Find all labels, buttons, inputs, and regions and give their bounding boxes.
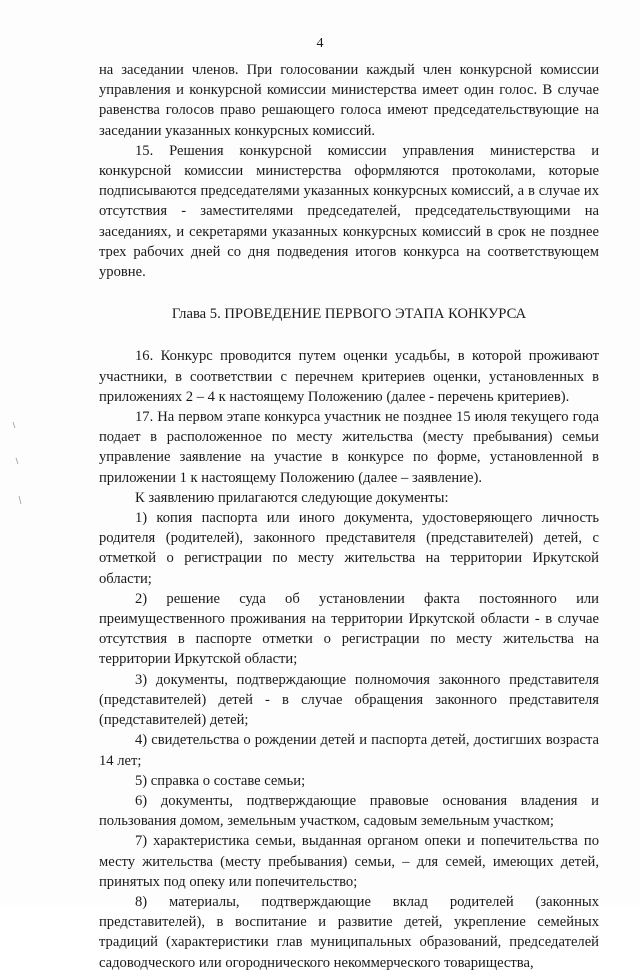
list-item-5: 5) справка о составе семьи; bbox=[135, 772, 306, 789]
list-item-2: 2) решение суда об установлении факта постоянного или преимущественного проживания на территории Иркутской области - в случае отсутствия в паспорте отметки о регистрации по месту жительства на территории Иркутской области; bbox=[99, 590, 599, 668]
document-body bbox=[99, 60, 599, 973]
list-item-1: 1) копия паспорта или иного документа, удостоверяющего личность родителя (родителей), законного представителя (представителей) детей, с отметкой о регистрации по месту жительства на территории Иркутской области; bbox=[99, 510, 599, 587]
list-item-8: 8) материалы, подтверждающие вклад родителей (законных представителей), в воспитание и развитие детей, укрепление семейных традиций (характеристики глав муниципальных образований, председателей садоводческого или огороднического некоммерческого товарищества, bbox=[99, 893, 599, 971]
paragraph-continuation: на заседании членов. При голосовании каждый член конкурсной комиссии управления и конкурсной комиссии министерства имеет один голос. В случае равенства голосов право решающего голоса имеют председательствующие на заседании указанных конкурсных комиссий. bbox=[99, 62, 599, 139]
paragraph-17: 17. На первом этапе конкурса участник не позднее 15 июля текущего года подает в расположенное по месту жительства (месту пребывания) семьи управление заявление на участие в конкурсе по форме, установленной в приложении 1 к настоящему Положению (далее – заявление). bbox=[99, 409, 599, 486]
list-item-6: 6) документы, подтверждающие правовые основания владения и пользования домом, земельным участком, садовым земельным участком; bbox=[99, 792, 599, 830]
paragraph-16: 16. Конкурс проводится путем оценки усадьбы, в которой проживают участники, в соответствии с перечнем критериев оценки, установленных в приложениях 2 – 4 к настоящему Положению (далее - перечень критериев). bbox=[99, 348, 599, 405]
page-number: 4 bbox=[316, 36, 324, 51]
list-item-4: 4) свидетельства о рождении детей и паспорта детей, достигших возраста 14 лет; bbox=[99, 732, 599, 769]
binding-marks bbox=[10, 420, 24, 510]
list-item-3: 3) документы, подтверждающие полномочия законного представителя (представителей) детей - в случае обращения законного представителя (представителей) детей; bbox=[99, 671, 599, 729]
chapter-heading: Глава 5. ПРОВЕДЕНИЕ ПЕРВОГО ЭТАПА КОНКУРСА bbox=[171, 306, 527, 323]
documents-intro: К заявлению прилагаются следующие документы: bbox=[135, 489, 449, 506]
list-item-7: 7) характеристика семьи, выданная органом опеки и попечительства по месту жительства (месту пребывания) семьи, – для семей, имеющих детей, принятых под опеку или попечительство; bbox=[99, 833, 599, 890]
paragraph-15: 15. Решения конкурсной комиссии управления министерства и конкурсной комиссии министерства оформляются протоколами, которые подписываются председателями указанных конкурсных комиссий, а в случае их отсутствия - заместителями председателей, председательствующими на заседаниях, и секретарями указанных конкурсных комиссий в срок не позднее трех рабочих дней со дня подведения итогов конкурса на соответствующем уровне. bbox=[99, 142, 599, 281]
